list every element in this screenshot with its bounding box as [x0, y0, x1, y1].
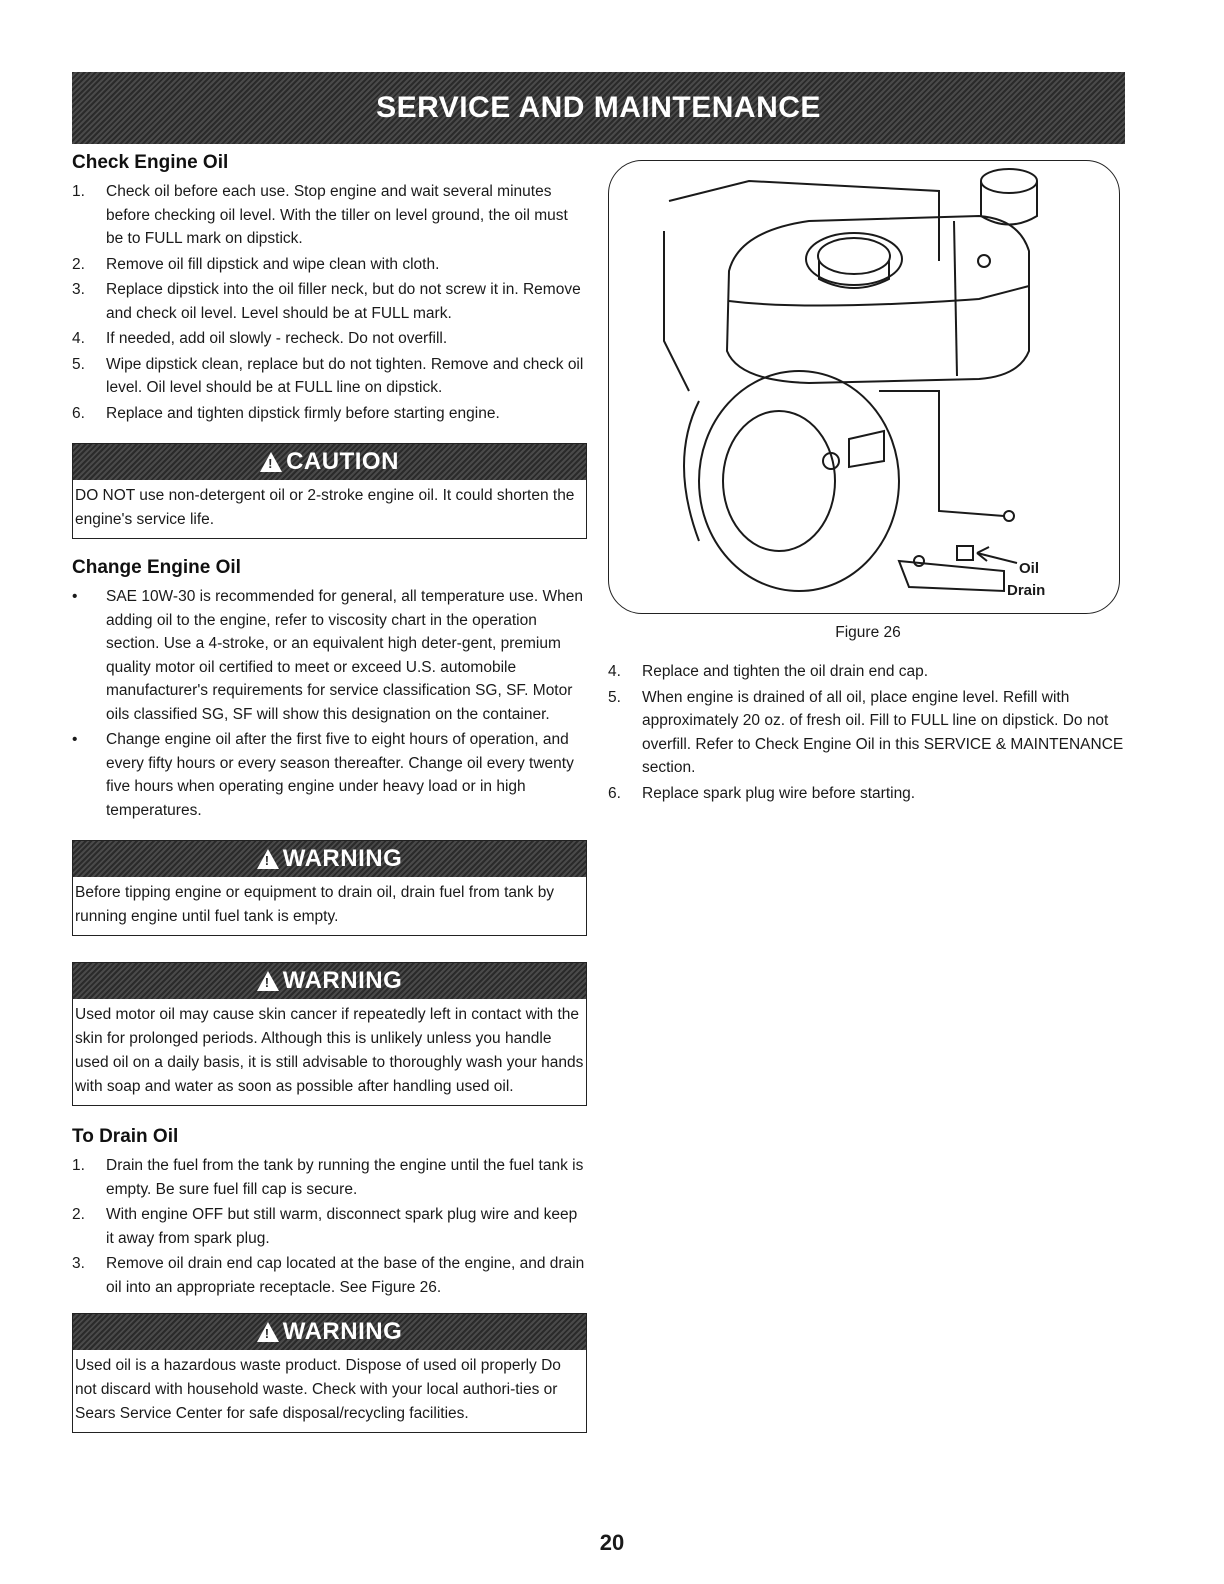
- list-item: • SAE 10W-30 is recommended for general, all temperature use. When adding oil to the engine, refer to viscosity chart in the operation section. Use a 4-stroke, or an equivalent high deter-gent, premium quality motor oil certified to meet or exceed U.S. automobile manufacturer's requirements for service classification SG, SF. Motor oils classified SG, SF will show this designation on the container.: [72, 588, 584, 723]
- list-item: 6. Replace spark plug wire before starting.: [608, 784, 916, 802]
- warning-header: ! WARNING: [73, 963, 586, 999]
- page-number: 20: [599, 1530, 625, 1555]
- warning-header: ! WARNING: [73, 1314, 586, 1350]
- callout-oil: Oil: [1019, 560, 1040, 577]
- warning-text: Used oil is a hazardous waste product. Dispose of used oil properly Do not discard with household waste. Check with your local authori-ties or Sears Service Center for safe disposal/recycling facilities.: [75, 1357, 561, 1422]
- list-item: 6. Replace and tighten dipstick firmly before starting engine.: [72, 404, 500, 422]
- engine-illustration: [609, 161, 1119, 613]
- warning-header: ! WARNING: [73, 841, 586, 877]
- list-item: 1. Drain the fuel from the tank by running the engine until the fuel tank is empty. Be sure fuel fill cap is secure.: [72, 1157, 584, 1198]
- warning-text: Used motor oil may cause skin cancer if repeatedly left in contact with the skin for prolonged periods. Although this is unlikely unless you handle used oil on a daily basis, it is still advisable to thoroughly wash your hands with soap and water as soon as possible after handling used oil.: [75, 1006, 584, 1095]
- warning-box-skin: [72, 962, 587, 1106]
- drain-oil-steps: [72, 1154, 587, 1299]
- check-oil-steps: [72, 180, 587, 425]
- warning-triangle-icon: [257, 849, 279, 869]
- list-item: 3. Remove oil drain end cap located at the base of the engine, and drain oil into an appropriate receptacle. See Figure 26.: [72, 1255, 585, 1296]
- caution-text: DO NOT use non-detergent oil or 2-stroke engine oil. It could shorten the engine's service life.: [75, 487, 575, 528]
- warning-triangle-icon: [257, 971, 279, 991]
- list-item: 4. If needed, add oil slowly - recheck. Do not overfill.: [72, 330, 448, 347]
- list-item: 2. Remove oil fill dipstick and wipe clean with cloth.: [72, 255, 440, 273]
- warning-box-disposal: [72, 1313, 587, 1433]
- page-title: SERVICE AND MAINTENANCE: [376, 91, 821, 124]
- section-banner: [72, 72, 1125, 144]
- right-steps: [608, 660, 1128, 805]
- list-item: 5. When engine is drained of all oil, place engine level. Refill with approximately 20 oz. of fresh oil. Fill to FULL line on dipstick. Do not overfill. Refer to Check Engine Oil in this SERVICE & MAINTENANCE section.: [608, 688, 1124, 776]
- list-item: • Change engine oil after the first five to eight hours of operation, and every fifty hours or every season thereafter. Change oil every twenty five hours when operating engine under heavy load or in high temperatures.: [72, 731, 574, 819]
- callout-drain: Drain: [1007, 582, 1046, 599]
- list-item: 2. With engine OFF but still warm, disconnect spark plug wire and keep it away from spark plug.: [72, 1206, 578, 1247]
- list-item: 4. Replace and tighten the oil drain end cap.: [608, 663, 929, 680]
- list-item: 5. Wipe dipstick clean, replace but do not tighten. Remove and check oil level. Oil level should be at FULL line on dipstick.: [72, 355, 584, 396]
- list-item: 1. Check oil before each use. Stop engine and wait several minutes before checking oil level. With the tiller on level ground, the oil must be to FULL mark on dipstick.: [72, 183, 568, 247]
- list-item: 3. Replace dipstick into the oil filler neck, but do not screw it in. Remove and check oil level. Level should be at FULL mark.: [72, 281, 581, 322]
- warning-triangle-icon: [257, 1322, 279, 1342]
- change-oil-bullets: [72, 585, 587, 822]
- warning-triangle-icon: [260, 452, 282, 472]
- figure-caption: Figure 26: [835, 624, 901, 641]
- caution-header: ! CAUTION: [73, 444, 586, 480]
- change-oil-heading: Change Engine Oil: [72, 557, 241, 578]
- drain-oil-heading: To Drain Oil: [72, 1126, 179, 1147]
- caution-box: [72, 443, 587, 539]
- right-column: [608, 160, 1128, 807]
- warning-text: Before tipping engine or equipment to drain oil, drain fuel from tank by running engine until fuel tank is empty.: [75, 884, 555, 925]
- warning-box-tipping: [72, 840, 587, 936]
- engine-figure: [608, 160, 1120, 614]
- left-column: [72, 152, 587, 1433]
- check-oil-heading: Check Engine Oil: [72, 152, 229, 173]
